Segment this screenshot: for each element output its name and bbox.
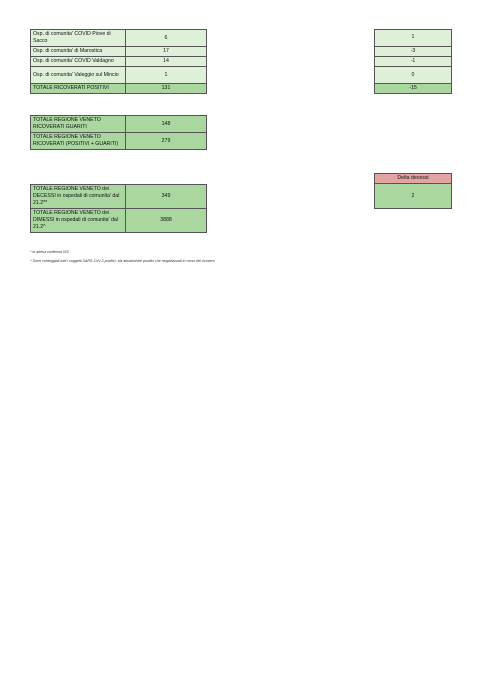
delta-decessi-row — [375, 184, 452, 209]
table-row — [31, 57, 207, 67]
delta-table — [374, 29, 452, 94]
row-value: 6 — [126, 30, 207, 47]
row-value: 17 — [126, 47, 207, 57]
cumulative-value: 349 — [126, 185, 207, 209]
region-total-value: 148 — [126, 116, 207, 133]
delta-value: 1 — [375, 30, 452, 47]
row-value: 1 — [126, 67, 207, 84]
delta-row — [375, 30, 452, 47]
delta-value: 0 — [375, 67, 452, 84]
footnote-iss: * in attesa conferma ISS — [30, 250, 69, 254]
row-label: Osp. di comunita' di Marostica — [31, 47, 126, 57]
cumulative-label: TOTALE REGIONE VENETO dei DIMESSI in ospedali di comunita' dal 21.2^ — [31, 209, 126, 233]
delta-decessi-value: 2 — [375, 184, 452, 209]
cumulative-label: TOTALE REGIONE VENETO dei DECESSI in ospedali di comunita' dal 21.2** — [31, 185, 126, 209]
delta-value: -1 — [375, 57, 452, 67]
table-row — [31, 30, 207, 47]
total-row — [31, 84, 207, 94]
row-label: Osp. di comunita' COVID Piove di Sacco — [31, 30, 126, 47]
table-row — [31, 209, 207, 233]
cumulative-table — [30, 184, 207, 233]
delta-row — [375, 57, 452, 67]
delta-decessi-table — [374, 173, 452, 209]
hospital-table — [30, 29, 207, 94]
delta-total-row — [375, 84, 452, 94]
region-totals-table — [30, 115, 207, 150]
table-row — [31, 47, 207, 57]
region-total-value: 279 — [126, 133, 207, 150]
delta-row — [375, 47, 452, 57]
region-total-label: TOTALE REGIONE VENETO RICOVERATI (POSITIVI + GUARITI) — [31, 133, 126, 150]
table-row — [31, 133, 207, 150]
table-row — [31, 185, 207, 209]
delta-value: -3 — [375, 47, 452, 57]
row-label: Osp. di comunita' COVID Valdagno — [31, 57, 126, 67]
total-label: TOTALE RICOVERATI POSITIVI — [31, 84, 126, 94]
table-row — [31, 116, 207, 133]
region-total-label: TOTALE REGIONE VENETO RICOVERATI GUARITI — [31, 116, 126, 133]
delta-total-value: -15 — [375, 84, 452, 94]
delta-row — [375, 67, 452, 84]
footnote-positive: ^ Sono conteggiati tutti i soggetti SARS-CoV-2 positivi, sia attualmente positivi che negativizzati in corso del ricovero — [30, 259, 215, 263]
delta-decessi-header-row — [375, 174, 452, 184]
table-row — [31, 67, 207, 84]
cumulative-value: 3888 — [126, 209, 207, 233]
delta-decessi-header: Delta decessi — [375, 174, 452, 184]
row-label: Osp. di comunita' Valeggio sul Mincio — [31, 67, 126, 84]
total-value: 131 — [126, 84, 207, 94]
row-value: 14 — [126, 57, 207, 67]
